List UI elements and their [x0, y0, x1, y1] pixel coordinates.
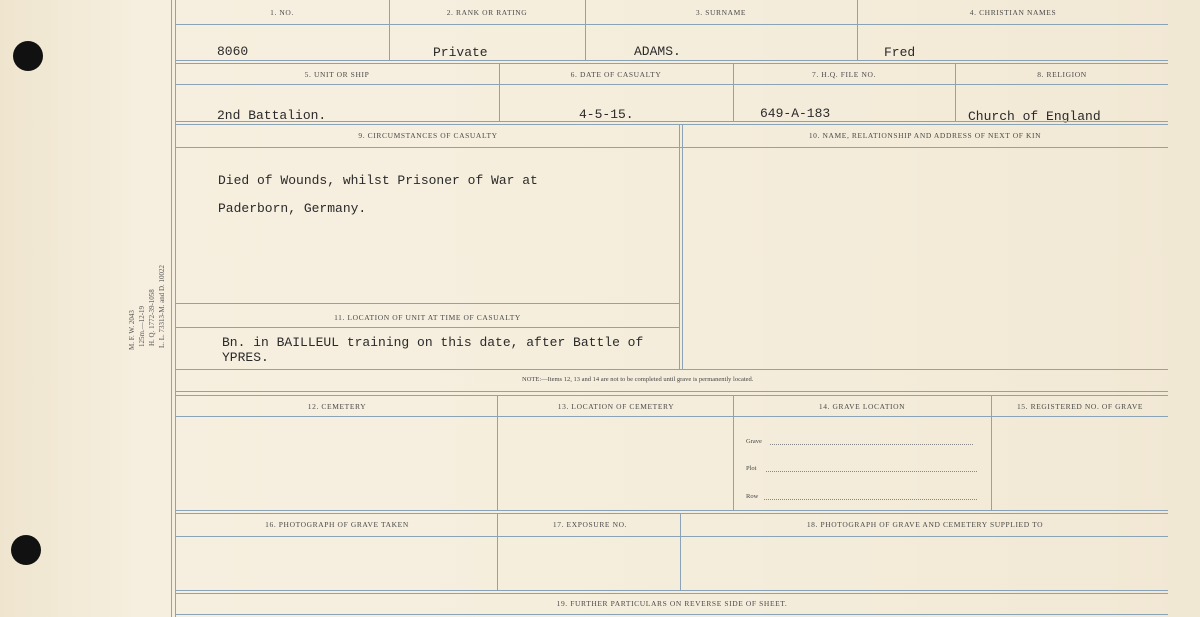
header-unit: 5. UNIT OR SHIP — [304, 70, 370, 79]
binder-hole-bottom — [11, 535, 41, 565]
rule — [176, 536, 1168, 537]
grave-field-line — [770, 444, 973, 445]
entry-hq-file: 649-A-183 — [760, 106, 831, 121]
header-next-of-kin: 10. NAME, RELATIONSHIP AND ADDRESS OF NEXT OF KIN — [808, 131, 1042, 140]
rule — [176, 590, 1168, 591]
entry-rank: Private — [433, 45, 488, 60]
row-field-line — [764, 499, 977, 500]
rule — [176, 510, 1168, 511]
header-circumstances: 9. CIRCUMSTANCES OF CASUALTY — [358, 131, 498, 140]
rule — [389, 0, 390, 60]
rule — [680, 513, 681, 590]
plot-field-label: Plot — [746, 465, 757, 472]
rule — [733, 63, 734, 121]
header-cemetery: 12. CEMETERY — [307, 402, 367, 411]
grave-field-label: Grave — [746, 438, 762, 445]
entry-christian-names: Fred — [884, 45, 916, 60]
rule — [679, 124, 680, 369]
header-christian-names: 4. CHRISTIAN NAMES — [969, 8, 1057, 17]
header-religion: 8. RELIGION — [1037, 70, 1087, 79]
rule — [176, 303, 679, 304]
rule — [176, 147, 1168, 148]
rule — [176, 327, 679, 328]
header-rank: 2. RANK OR RATING — [446, 8, 528, 17]
header-surname: 3. SURNAME — [695, 8, 747, 17]
header-photo-supplied: 18. PHOTOGRAPH OF GRAVE AND CEMETERY SUPPLIED TO — [806, 520, 1044, 529]
rule — [176, 63, 1168, 64]
header-date: 6. DATE OF CASUALTY — [570, 70, 662, 79]
rule — [176, 369, 1168, 370]
header-photo-taken: 16. PHOTOGRAPH OF GRAVE TAKEN — [265, 520, 409, 529]
row-field-label: Row — [746, 493, 759, 500]
rule — [733, 395, 734, 510]
header-further: 19. FURTHER PARTICULARS ON REVERSE SIDE OF SHEET. — [556, 599, 788, 608]
header-location-cemetery: 13. LOCATION OF CEMETERY — [557, 402, 675, 411]
rule — [176, 416, 1168, 417]
rule — [176, 513, 1168, 514]
margin-rule — [171, 0, 172, 617]
rule — [497, 513, 498, 590]
rule — [585, 0, 586, 60]
rule — [176, 395, 1168, 396]
form-number-line-4: L. L. 73313-M. and D. 10022 — [158, 264, 166, 348]
plot-field-line — [766, 471, 977, 472]
note-text: NOTE:—Items 12, 13 and 14 are not to be completed until grave is permanently located. — [522, 376, 754, 383]
rule — [955, 63, 956, 121]
header-registered-no: 15. REGISTERED NO. OF GRAVE — [1016, 402, 1144, 411]
rule — [499, 63, 500, 121]
entry-location-line-1: Bn. in BAILLEUL training on this date, after Battle of — [222, 335, 644, 350]
header-no: 1. NO. — [270, 8, 294, 17]
entry-location-line-2: YPRES. — [222, 350, 269, 365]
entry-surname: ADAMS. — [634, 44, 681, 59]
header-exposure: 17. EXPOSURE NO. — [552, 520, 628, 529]
rule — [176, 124, 1168, 125]
header-grave-location: 14. GRAVE LOCATION — [818, 402, 906, 411]
form-number-line-1: M. F. W. 2043 — [128, 310, 136, 350]
entry-circumstances-line-2: Paderborn, Germany. — [218, 201, 367, 216]
entry-unit: 2nd Battalion. — [217, 108, 327, 123]
header-location-unit: 11. LOCATION OF UNIT AT TIME OF CASUALTY — [334, 313, 521, 322]
rule — [176, 391, 1168, 392]
entry-religion: Church of England — [968, 109, 1101, 124]
entry-circumstances-line-1: Died of Wounds, whilst Prisoner of War at — [218, 173, 538, 188]
binder-hole-top — [13, 41, 43, 71]
rule — [991, 395, 992, 510]
rule — [176, 60, 1168, 61]
rule — [857, 0, 858, 60]
form-number-line-2: 125m.—12-19 — [138, 305, 146, 347]
entry-no: 8060 — [217, 44, 249, 59]
rule — [176, 84, 1168, 85]
rule — [176, 121, 1168, 122]
entry-date: 4-5-15. — [579, 107, 634, 122]
rule — [682, 124, 683, 369]
header-hq-file: 7. H.Q. FILE NO. — [812, 70, 876, 79]
rule — [176, 24, 1168, 25]
rule — [176, 614, 1168, 615]
rule — [497, 395, 498, 510]
form-number-line-3: H. Q. 1772-39-1058 — [148, 289, 156, 346]
rule — [176, 593, 1168, 594]
